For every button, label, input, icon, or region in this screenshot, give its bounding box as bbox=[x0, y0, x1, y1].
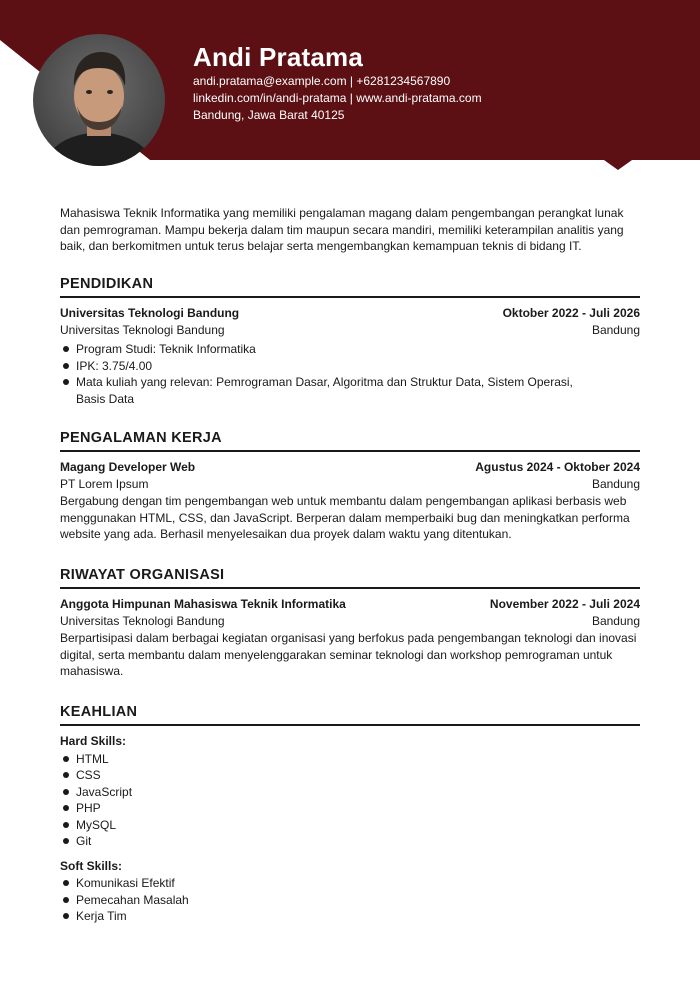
organization-name: Universitas Teknologi Bandung bbox=[60, 613, 225, 628]
list-item: Git bbox=[60, 833, 640, 850]
organization-section bbox=[60, 567, 640, 680]
organization-location: Bandung bbox=[591, 613, 640, 628]
organization-dates: November 2022 - Juli 2024 bbox=[489, 597, 640, 611]
experience-dates: Agustus 2024 - Oktober 2024 bbox=[475, 460, 640, 474]
list-item: HTML bbox=[60, 751, 640, 768]
hard-skills-label: Hard Skills: bbox=[60, 734, 127, 748]
education-location: Bandung bbox=[591, 322, 640, 337]
candidate-name: Andi Pratama bbox=[193, 42, 364, 72]
summary-paragraph: Mahasiswa Teknik Informatika yang memiliki pengalaman magang dalam pengembangan perangkat lunak dan pemrograman. Mampu bekerja dalam tim maupun secara mandiri, memiliki keterampilan analitis yang baik, dan berkomitmen untuk terus belajar serta mengembangkan kemampuan teknis di bidang IT. bbox=[60, 206, 624, 253]
list-item: MySQL bbox=[60, 817, 640, 834]
skills-section bbox=[60, 704, 640, 925]
organization-role: Anggota Himpunan Mahasiswa Teknik Informatika bbox=[60, 597, 346, 611]
list-item: Pemecahan Masalah bbox=[60, 892, 640, 909]
section-title: PENDIDIKAN bbox=[60, 276, 640, 298]
list-item: Program Studi: Teknik Informatika bbox=[60, 341, 600, 358]
education-subtitle: Universitas Teknologi Bandung bbox=[60, 322, 225, 337]
list-item: IPK: 3.75/4.00 bbox=[60, 358, 600, 375]
header-banner bbox=[0, 0, 700, 172]
section-title: KEAHLIAN bbox=[60, 704, 640, 726]
section-title: PENGALAMAN KERJA bbox=[60, 430, 640, 452]
list-item: Mata kuliah yang relevan: Pemrograman Dasar, Algoritma dan Struktur Data, Sistem Operasi, Basis Data bbox=[60, 374, 600, 407]
list-item: JavaScript bbox=[60, 784, 640, 801]
experience-role: Magang Developer Web bbox=[60, 460, 196, 474]
experience-description: Bergabung dengan tim pengembangan web untuk membantu dalam pengembangan aplikasi berbasis web menggunakan HTML, CSS, dan JavaScript. Berperan dalam memperbaiki bug dan meningkatkan performa website yang ada. Berhasil menyelesaikan dua proyek dalam waktu yang ditentukan. bbox=[60, 494, 630, 541]
list-item: PHP bbox=[60, 800, 640, 817]
education-dates: Oktober 2022 - Juli 2026 bbox=[502, 306, 640, 320]
experience-company: PT Lorem Ipsum bbox=[60, 476, 149, 491]
experience-location: Bandung bbox=[591, 476, 640, 491]
soft-skills-label: Soft Skills: bbox=[60, 858, 123, 873]
organization-description: Berpartisipasi dalam berbagai kegiatan organisasi yang berfokus pada pengembangan teknologi dan inovasi digital, serta membantu dalam menyelenggarakan seminar teknologi dan workshop pemrograman untuk mahasiswa. bbox=[60, 631, 637, 678]
experience-section bbox=[60, 430, 640, 543]
list-item: Komunikasi Efektif bbox=[60, 875, 640, 892]
list-item: CSS bbox=[60, 767, 640, 784]
section-title: RIWAYAT ORGANISASI bbox=[60, 567, 640, 589]
education-school: Universitas Teknologi Bandung bbox=[60, 306, 240, 320]
contact-links: linkedin.com/in/andi-pratama | www.andi-pratama.com bbox=[193, 91, 482, 105]
contact-address: Bandung, Jawa Barat 40125 bbox=[193, 108, 345, 122]
contact-email-phone: andi.pratama@example.com | +6281234567890 bbox=[193, 74, 451, 88]
education-section bbox=[60, 276, 640, 407]
profile-photo bbox=[33, 34, 165, 166]
list-item: Kerja Tim bbox=[60, 908, 640, 925]
